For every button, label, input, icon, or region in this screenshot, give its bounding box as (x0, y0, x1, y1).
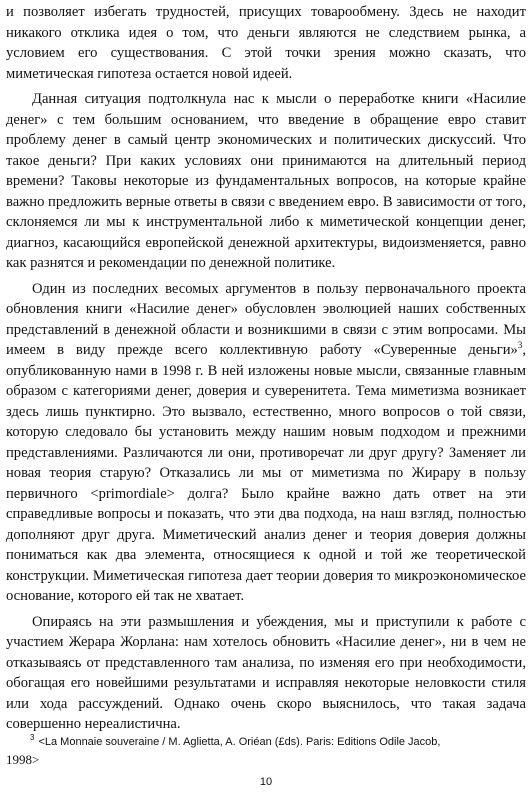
paragraph-3-part-a: Один из последних весомых аргументов в пользу первоначального проекта обновления книги «Насилие денег» обусловлен эволюцией наших собственных представлений в денежной области и возникшими в связи с этим вопросами. Мы имеем в виду прежде всего коллективную работу «Суверенные деньги» (6, 280, 526, 358)
paragraph-2: Данная ситуация подтолкнула нас к мысли о переработке книги «Насилие денег» с тем большим основанием, что введение в обращение евро ставит проблему денег в самый центр экономических и политических дискуссий. Что такое деньги? При каких условиях они принимаются на длительный период времени? Таковы некоторые из фундаментальных вопросов, на которые крайне важно предложить верные ответы в связи с введением евро. В зависимости от того, склоняемся ли мы к инструментальной либо к миметической концепции денег, диагноз, касающийся европейской денежной архитектуры, видоизменяется, равно как разнятся и рекомендации по денежной политике. (6, 91, 526, 271)
main-text (6, 2, 526, 740)
footnote: 3 <La Monnaie souveraine / M. Aglietta, A. Oriéan (£ds). Paris: Editions Odile Jacob, 1998> (6, 733, 441, 767)
paragraph-3-part-b: , опубликованную нами в 1998 г. В ней изложены новые мысли, связанные главным образом с категориями денег, доверия и суверенитета. Тема миметизма возникает здесь лишь пунктирно. Это вызвало, естественно, много вопросов о той связи, которую следовало бы установить между нашим новым подходом и прежними представлениями. Различаются ли они, противоречат ли друг другу? Заменяет ли новая теория старую? Отказались ли мы от миметизма по Жирару в пользу первичного <primordiale> долга? Было крайне важно дать ответ на эти справедливые вопросы и показать, что эти два подхода, на наш взгляд, полностью дополняют друг друга. Миметический анализ денег и теория доверия должны пониматься как два элемента, относящиеся к одной и той же теоретической конструкции. Миметическая гипотеза дает теории доверия то микроэкономическое основание, которого ей так не хватает. (6, 342, 526, 604)
paragraph-4: Опираясь на эти размышления и убеждения, мы и приступили к работе с участием Жерара Жорлана: нам хотелось обновить «Насилие денег», ни в чем не отказываясь от представленного там анализа, по изменяя его при необходимости, обогащая его новейшими результатами и исправляя некоторые неловкости стиля или хода рассуждений. Однако очень скоро выяснилось, что такая задача совершенно нереалистична. (6, 613, 526, 732)
footnote-year: 1998> (6, 752, 40, 767)
footnote-text: <La Monnaie souveraine / M. Aglietta, A. Oriéan (£ds). Paris: Editions Odile Jacob, (38, 736, 441, 748)
paragraph-3 (6, 279, 526, 607)
paragraph-1: и позволяет избегать трудностей, присущих товарообмену. Здесь не находит никакого отклика идея о том, что деньги являются не следствием рынка, а условием его существования. С этой точки зрения можно сказать, что миметическая гипотеза остается новой идеей. (6, 4, 526, 82)
page-number: 10 (259, 776, 273, 788)
footnote-reference[interactable]: 3 (517, 340, 523, 351)
